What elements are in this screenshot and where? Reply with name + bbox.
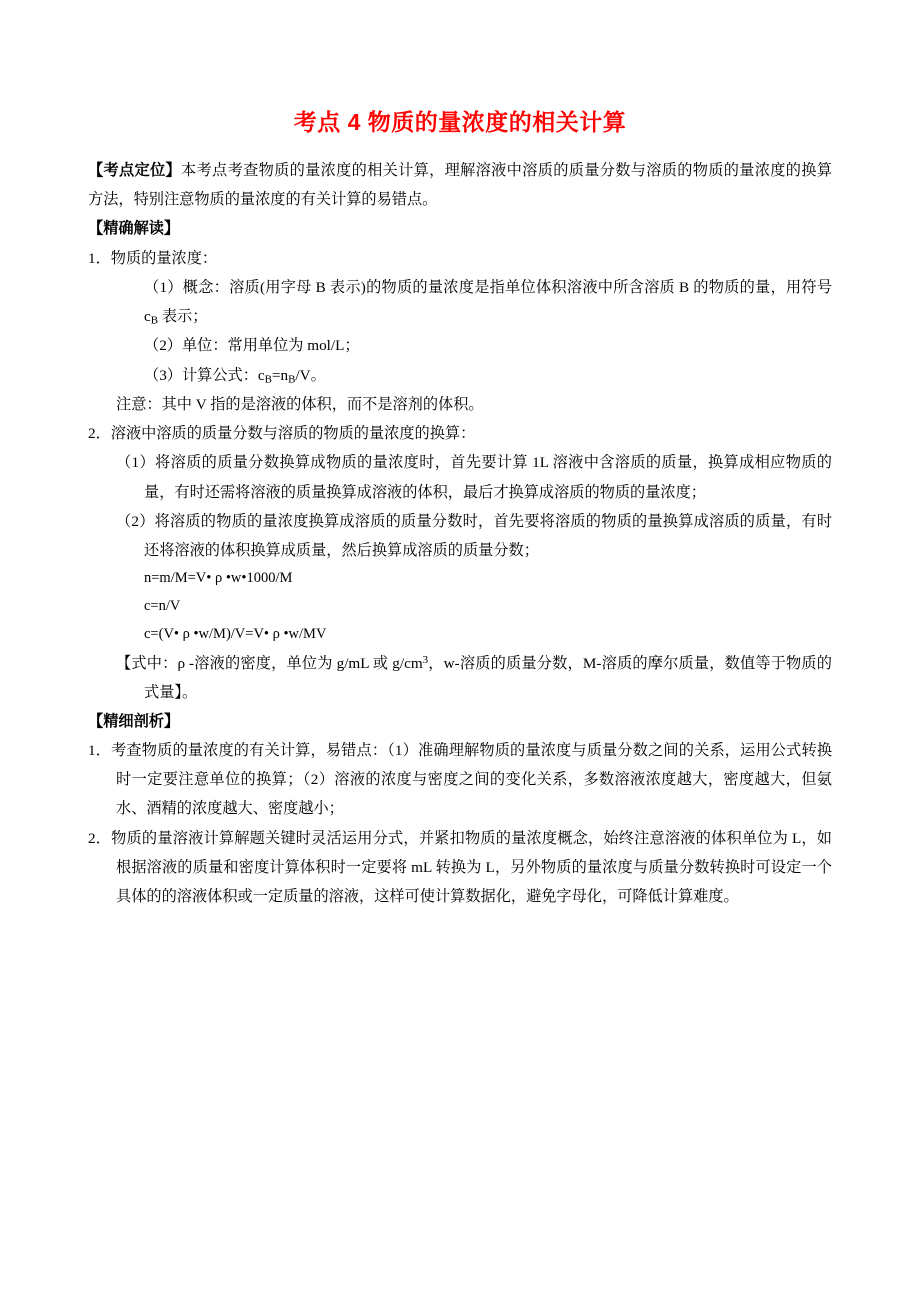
list-number-jiedu-1: 1．	[88, 249, 111, 267]
list-item-poxi-1	[88, 736, 832, 824]
list-title-jiedu-2: 溶液中溶质的质量分数与溶质的物质的量浓度的换算：	[110, 425, 476, 443]
page-title: 考点 4 物质的量浓度的相关计算	[293, 109, 627, 135]
superscript-cm3: 3	[422, 653, 429, 666]
note-formula-legend-suffix: ，w-溶质的质量分数，M-溶质的摩尔质量，数值等于物质的式量】。	[144, 654, 832, 701]
sub-item-jiedu-1-1-prefix: （1）概念：溶质(用字母 B 表示)的物质的量浓度是指单位体积溶液中所含溶质 B 的物质的量，用符号 c	[144, 278, 832, 325]
list-title-jiedu-1: 物质的量浓度：	[110, 249, 218, 267]
formula-cb-prefix: （3）计算公式：c	[144, 366, 265, 384]
list-text-poxi-1: 考查物质的量浓度的有关计算，易错点：（1）准确理解物质的量浓度与质量分数之间的关系，运用公式转换时一定要注意单位的换算；（2）溶液的浓度与密度之间的变化关系，多数溶液浓度越大，密度越大，但氨水、酒精的浓度越大、密度越小；	[111, 742, 833, 818]
note-jiedu-1: 注意：其中 V 指的是溶液的体积，而不是溶剂的体积。	[116, 395, 484, 413]
list-item-jiedu-1	[88, 244, 832, 273]
subscript-cb-formula: B	[264, 372, 272, 385]
list-number-jiedu-2: 2．	[88, 425, 111, 443]
document-body	[88, 156, 832, 911]
formula-c: c=n/V	[144, 597, 181, 614]
formula-cb-suffix: /V。	[295, 366, 326, 384]
list-item-poxi-2	[88, 824, 832, 912]
formula-n: n=m/M=V• ρ •w•1000/M	[144, 570, 293, 587]
label-kaodian-dingwei: 【考点定位】	[88, 162, 182, 179]
sub-item-jiedu-1-2: （2）单位：常用单位为 mol/L；	[144, 337, 360, 355]
formula-cb-mid: =n	[271, 366, 289, 384]
sub-item-jiedu-1-1	[88, 273, 832, 332]
sub-item-jiedu-2-2: （2）将溶质的物质的量浓度换算成溶质的质量分数时，首先要将溶质的物质的量换算成溶质的质量，有时还将溶液的体积换算成质量，然后换算成溶质的质量分数；	[116, 512, 832, 559]
formula-c-expanded: c=(V• ρ •w/M)/V=V• ρ •w/MV	[144, 625, 327, 642]
sub-item-jiedu-1-3	[88, 361, 832, 390]
note-formula-legend-prefix: 【式中：ρ -溶液的密度，单位为 g/mL 或 g/cm	[116, 654, 423, 672]
subscript-cb: B	[150, 314, 159, 327]
list-item-jiedu-2	[88, 419, 832, 448]
note-formula-legend	[88, 649, 832, 707]
heading-jingxi-poxi: 【精细剖析】	[88, 712, 180, 730]
text-kaodian-dingwei: 本考点考查物质的量浓度的相关计算，理解溶液中溶质的质量分数与溶质的物质的量浓度的换算方法，特别注意物质的量浓度的有关计算的易错点。	[88, 162, 833, 209]
sub-item-jiedu-1-1-suffix: 表示；	[158, 307, 208, 325]
list-number-poxi-2: 2．	[88, 829, 112, 847]
sub-item-jiedu-2-1: （1）将溶质的质量分数换算成物质的量浓度时，首先要计算 1L 溶液中含溶质的质量，换算成相应物质的量，有时还需将溶液的质量换算成溶液的体积，最后才换算成溶质的物质的量浓度；	[116, 454, 832, 501]
list-number-poxi-1: 1．	[88, 742, 112, 760]
paragraph-kaodian-dingwei	[88, 156, 832, 214]
heading-jingque-jiedu: 【精确解读】	[88, 220, 180, 238]
list-text-poxi-2: 物质的量溶液计算解题关键时灵活运用分式，并紧扣物质的量浓度概念，始终注意溶液的体积单位为 L，如根据溶液的质量和密度计算体积时一定要将 mL 转换为 L，另外物质的量浓度与质量分数转换时可设定一个具体的的溶液体积或一定质量的溶液，这样可使计算数据化，避免字母化，可降低计算难度。	[111, 829, 832, 906]
subscript-nb-formula: B	[288, 372, 296, 385]
